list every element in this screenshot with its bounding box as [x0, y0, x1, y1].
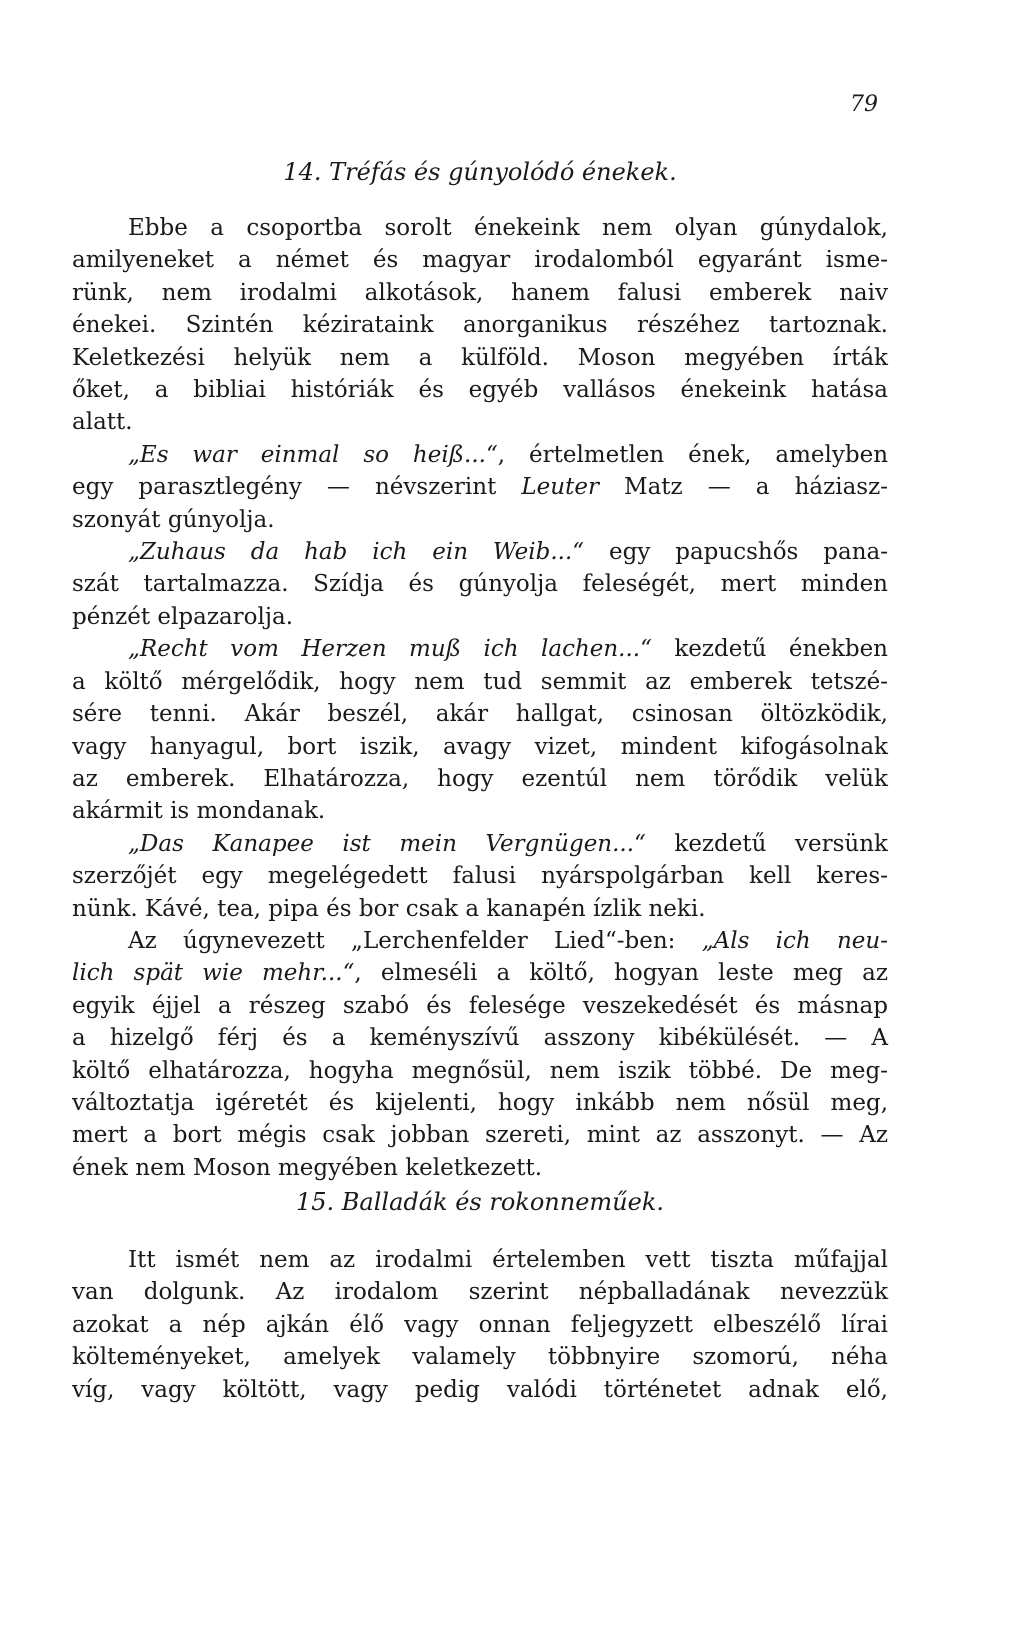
text-line [72, 601, 888, 633]
text-line [72, 1244, 888, 1276]
text-line [72, 342, 888, 374]
text-line [72, 1022, 888, 1054]
text-run: Az úgynevezett „Lerchenfelder Lied“-ben: [128, 927, 702, 954]
text-run: költő elhatározza, hogyha megnősül, nem iszik többé. De meg- [72, 1057, 888, 1084]
text-line [72, 504, 888, 536]
italic-text: „Es war einmal so heiß...“ [128, 441, 498, 468]
text-line [72, 277, 888, 309]
text-run: kezdetű énekben [651, 636, 888, 663]
italic-text: „Zuhaus da hab ich ein Weib...“ [128, 539, 585, 566]
text-run: vagy hanyagul, bort iszik, avagy vizet, mindent kifogásolnak [72, 733, 888, 760]
italic-text: lich spät wie mehr...“ [72, 960, 355, 987]
text-line [72, 1055, 888, 1087]
text-line [72, 1087, 888, 1119]
text-run: , elmeséli a költő, hogyan leste meg az [354, 960, 888, 987]
text-line [72, 1152, 888, 1184]
italic-text: „Recht vom Herzen muß ich lachen...“ [128, 636, 652, 663]
text-line [72, 244, 888, 276]
text-run: énekei. Szintén kézirataink anorganikus részéhez tartoznak. [72, 312, 888, 339]
text-line [72, 1309, 888, 1341]
text-run: van dolgunk. Az irodalom szerint népballadának nevezzük [72, 1279, 888, 1306]
italic-text: Leuter [521, 474, 599, 501]
text-line [72, 795, 888, 827]
text-run: , értelmetlen ének, amelyben [497, 441, 889, 468]
text-run: az emberek. Elhatározza, hogy ezentúl nem törődik velük [72, 765, 888, 792]
text-line [72, 731, 888, 763]
text-line [72, 925, 888, 957]
text-line [72, 568, 888, 600]
text-run: nünk. Kávé, tea, pipa és bor csak a kanapén ízlik neki. [72, 895, 706, 922]
text-run: szonyát gúnyolja. [72, 506, 275, 533]
text-run: mert a bort mégis csak jobban szereti, mint az asszonyt. — Az [72, 1122, 888, 1149]
text-line [72, 828, 888, 860]
text-run: sére tenni. Akár beszél, akár hallgat, csinosan öltözködik, [72, 701, 888, 728]
text-line [72, 860, 888, 892]
text-run: pénzét elpazarolja. [72, 603, 294, 630]
text-line [72, 212, 888, 244]
section-14-title: 14. Tréfás és gúnyolódó énekek. [283, 158, 677, 186]
text-line [72, 471, 888, 503]
text-run: rünk, nem irodalmi alkotások, hanem falusi emberek naiv [72, 279, 888, 306]
text-line [72, 309, 888, 341]
text-line [72, 893, 888, 925]
text-run: a hizelgő férj és a keményszívű asszony kibékülését. — A [72, 1025, 888, 1052]
text-line [72, 1119, 888, 1151]
text-run: egy papucshős pana- [584, 539, 888, 566]
text-line [72, 374, 888, 406]
text-line [72, 957, 888, 989]
text-line [72, 1341, 888, 1373]
text-line [72, 698, 888, 730]
text-run: amilyeneket a német és magyar irodalomból egyaránt isme- [72, 247, 888, 274]
text-run: akármit is mondanak. [72, 798, 326, 825]
text-run: azokat a nép ajkán élő vagy onnan feljegyzett elbeszélő lírai [72, 1311, 888, 1338]
text-line [72, 536, 888, 568]
text-run: ének nem Moson megyében keletkezett. [72, 1154, 543, 1181]
italic-text: „Als ich neu- [701, 927, 888, 954]
text-run: szerzőjét egy megelégedett falusi nyárspolgárban kell keres- [72, 863, 888, 890]
text-run: a költő mérgelődik, hogy nem tud semmit az emberek tetszé- [72, 668, 888, 695]
text-run: kezdetű versünk [645, 830, 888, 857]
text-run: víg, vagy költött, vagy pedig valódi történetet adnak elő, [72, 1376, 888, 1403]
text-run: Keletkezési helyük nem a külföld. Moson megyében írták [72, 344, 888, 371]
italic-text: „Das Kanapee ist mein Vergnügen...“ [128, 830, 646, 857]
section-15-body [72, 1244, 888, 1406]
text-line [72, 406, 888, 438]
text-run: szát tartalmazza. Szídja és gúnyolja feleségét, mert minden [72, 571, 888, 598]
section-15-title: 15. Balladák és rokonneműek. [295, 1188, 664, 1216]
text-run: változtatja igéretét és kijelenti, hogy inkább nem nősül meg, [72, 1089, 888, 1116]
text-run: egyik éjjel a részeg szabó és felesége veszekedését és másnap [72, 992, 888, 1019]
text-line [72, 990, 888, 1022]
text-run: egy parasztlegény — névszerint [72, 474, 522, 501]
text-run: Ebbe a csoportba sorolt énekeink nem olyan gúnydalok, [128, 215, 888, 241]
text-run: költeményeket, amelyek valamely többnyire szomorú, néha [72, 1344, 888, 1371]
text-run: Matz — a háziasz- [598, 474, 888, 501]
text-run: őket, a bibliai históriák és egyéb vallásos énekeink hatása [72, 377, 888, 404]
text-line [72, 633, 888, 665]
text-line [72, 763, 888, 795]
text-line [72, 439, 888, 471]
text-run: alatt. [72, 409, 133, 436]
page-number: 79 [850, 92, 878, 117]
section-14-body [72, 212, 888, 1184]
text-line [72, 666, 888, 698]
text-run: Itt ismét nem az irodalmi értelemben vett tiszta műfajjal [128, 1247, 888, 1273]
text-line [72, 1276, 888, 1308]
text-line [72, 1374, 888, 1406]
